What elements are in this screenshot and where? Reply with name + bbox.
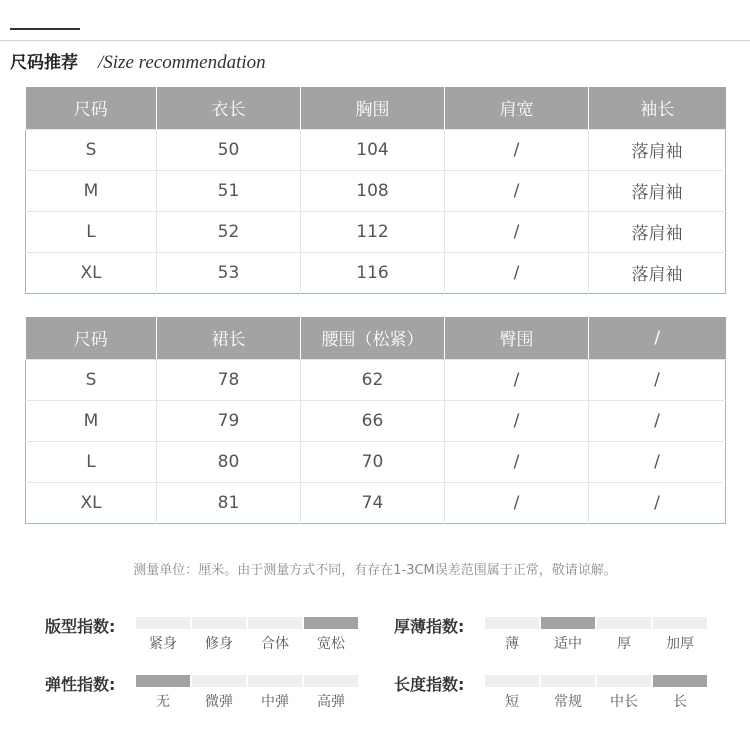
measurement-note: 测量单位：厘米。由于测量方式不同，有存在1-3CM误差范围属于正常，敬请谅解。 xyxy=(133,563,617,578)
length-index-label: 长度指数: xyxy=(394,675,465,694)
table-row xyxy=(26,170,726,211)
table-cell: XL xyxy=(26,252,157,293)
header-waist: 腰围（松紧） xyxy=(301,317,445,359)
fit-index-label: 版型指数: xyxy=(45,617,116,636)
scale-option xyxy=(135,617,191,653)
table-cell: 66 xyxy=(301,400,445,441)
scale-option-label: 适中 xyxy=(554,636,582,652)
scale-option xyxy=(484,617,540,653)
table-cell: 53 xyxy=(157,252,301,293)
table-cell: / xyxy=(445,482,589,523)
table-cell: 80 xyxy=(157,441,301,482)
table-cell: 52 xyxy=(157,211,301,252)
scale-option-label: 加厚 xyxy=(666,636,694,652)
table-cell: 104 xyxy=(301,129,445,170)
title-underline-accent xyxy=(10,28,80,30)
header-shoulder: 肩宽 xyxy=(445,87,589,129)
table-cell: 62 xyxy=(301,359,445,400)
scale-bar xyxy=(485,617,539,629)
scale-option xyxy=(596,617,652,653)
table-cell: L xyxy=(26,441,157,482)
length-index-scale xyxy=(484,675,708,711)
scale-option xyxy=(540,617,596,653)
table-cell: / xyxy=(445,170,589,211)
scale-option-label: 修身 xyxy=(205,636,233,652)
scale-option-label: 厚 xyxy=(617,636,631,652)
header-length: 衣长 xyxy=(157,87,301,129)
elasticity-index-label: 弹性指数: xyxy=(45,675,116,694)
scale-option xyxy=(247,675,303,711)
scale-option xyxy=(191,675,247,711)
scale-option-label: 短 xyxy=(505,694,519,710)
table-cell: 74 xyxy=(301,482,445,523)
scale-option xyxy=(247,617,303,653)
table-cell: / xyxy=(589,482,726,523)
divider-line xyxy=(0,40,750,41)
scale-bar xyxy=(192,675,246,687)
scale-bar-selected xyxy=(304,617,358,629)
table-row xyxy=(26,252,726,293)
header-empty: / xyxy=(589,317,726,359)
table-cell: / xyxy=(445,129,589,170)
table-cell: / xyxy=(589,359,726,400)
heading-chinese: 尺码推荐 xyxy=(10,53,78,73)
table-row xyxy=(26,359,726,400)
scale-option-label: 长 xyxy=(673,694,687,710)
table-cell: L xyxy=(26,211,157,252)
scale-bar-selected xyxy=(136,675,190,687)
section-heading xyxy=(10,48,266,74)
scale-bar xyxy=(485,675,539,687)
scale-option-label: 紧身 xyxy=(149,636,177,652)
table-cell: 落肩袖 xyxy=(589,170,726,211)
table-header-row xyxy=(26,87,726,129)
header-hip: 臀围 xyxy=(445,317,589,359)
table-cell: 116 xyxy=(301,252,445,293)
header-sleeve: 袖长 xyxy=(589,87,726,129)
table-cell: M xyxy=(26,170,157,211)
header-size: 尺码 xyxy=(26,317,157,359)
size-table-skirt xyxy=(25,317,726,524)
scale-option xyxy=(191,617,247,653)
table-cell: M xyxy=(26,400,157,441)
scale-option-label: 中长 xyxy=(610,694,638,710)
table-row xyxy=(26,482,726,523)
scale-bar-selected xyxy=(541,617,595,629)
scale-option-label: 合体 xyxy=(261,636,289,652)
table-row xyxy=(26,211,726,252)
table-cell: / xyxy=(445,252,589,293)
table-cell: 50 xyxy=(157,129,301,170)
table-header-row xyxy=(26,317,726,359)
size-table-top xyxy=(25,87,726,294)
table-cell: 落肩袖 xyxy=(589,211,726,252)
table-cell: / xyxy=(445,400,589,441)
scale-option-label: 常规 xyxy=(554,694,582,710)
header-size: 尺码 xyxy=(26,87,157,129)
table-cell: 51 xyxy=(157,170,301,211)
table-cell: / xyxy=(589,441,726,482)
table-cell: / xyxy=(445,211,589,252)
table-cell: 落肩袖 xyxy=(589,129,726,170)
table-cell: / xyxy=(589,400,726,441)
scale-option xyxy=(596,675,652,711)
table-cell: 79 xyxy=(157,400,301,441)
thickness-index-scale xyxy=(484,617,708,653)
table-cell: / xyxy=(445,441,589,482)
header-bust: 胸围 xyxy=(301,87,445,129)
table-cell: 落肩袖 xyxy=(589,252,726,293)
scale-option-label: 无 xyxy=(156,694,170,710)
scale-option-label: 宽松 xyxy=(317,636,345,652)
table-cell: 112 xyxy=(301,211,445,252)
scale-bar xyxy=(653,617,707,629)
scale-option xyxy=(484,675,540,711)
thickness-index-label: 厚薄指数: xyxy=(394,617,465,636)
table-cell: 78 xyxy=(157,359,301,400)
table-cell: 70 xyxy=(301,441,445,482)
table-cell: 81 xyxy=(157,482,301,523)
scale-bar xyxy=(248,617,302,629)
scale-option-label: 高弹 xyxy=(317,694,345,710)
table-cell: S xyxy=(26,359,157,400)
table-cell: XL xyxy=(26,482,157,523)
scale-bar xyxy=(304,675,358,687)
scale-bar xyxy=(597,617,651,629)
scale-option xyxy=(540,675,596,711)
fit-index-scale xyxy=(135,617,359,653)
table-cell: S xyxy=(26,129,157,170)
table-cell: / xyxy=(445,359,589,400)
heading-english: /Size recommendation xyxy=(98,52,266,73)
scale-option xyxy=(652,617,708,653)
elasticity-index-scale xyxy=(135,675,359,711)
scale-option-label: 微弹 xyxy=(205,694,233,710)
scale-option xyxy=(303,675,359,711)
scale-bar xyxy=(541,675,595,687)
scale-option xyxy=(135,675,191,711)
scale-option-label: 薄 xyxy=(505,636,519,652)
scale-bar xyxy=(136,617,190,629)
header-skirt-length: 裙长 xyxy=(157,317,301,359)
scale-bar xyxy=(248,675,302,687)
scale-option xyxy=(303,617,359,653)
scale-bar xyxy=(192,617,246,629)
table-row xyxy=(26,400,726,441)
scale-bar xyxy=(597,675,651,687)
scale-option-label: 中弹 xyxy=(261,694,289,710)
table-row xyxy=(26,129,726,170)
scale-bar-selected xyxy=(653,675,707,687)
table-cell: 108 xyxy=(301,170,445,211)
table-row xyxy=(26,441,726,482)
scale-option xyxy=(652,675,708,711)
